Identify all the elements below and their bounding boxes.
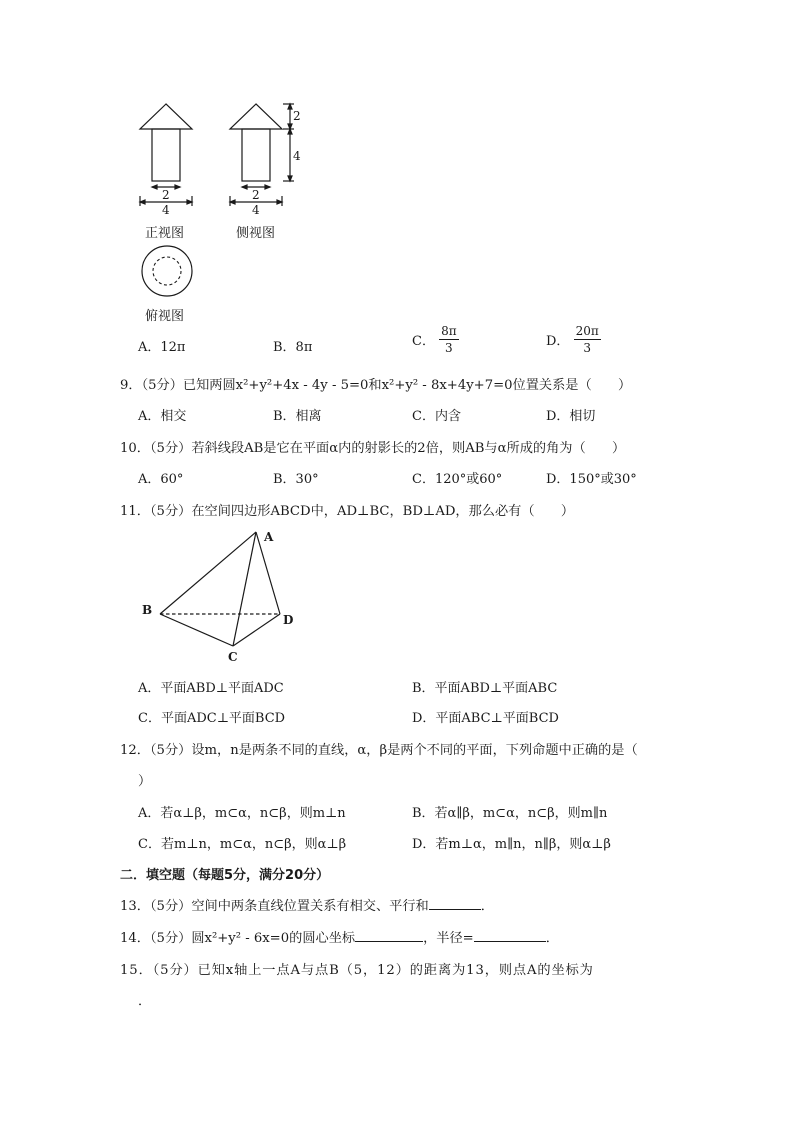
- q9-option-d: D．相切: [546, 409, 596, 424]
- q8-option-c-fraction: [439, 325, 459, 354]
- q8-option-d-fraction: [574, 325, 601, 354]
- section-2-title: 二．填空题（每题5分，满分20分）: [120, 868, 330, 883]
- q11-option-c: C．平面ADC⊥平面BCD: [138, 711, 286, 726]
- q14-radius-blank[interactable]: [474, 929, 546, 942]
- q12-option-c: C．若m⊥n，m⊂α，n⊂β，则α⊥β: [138, 837, 347, 852]
- q15-answer-line: [138, 990, 151, 1009]
- q8-option-c-numerator: 8π: [441, 324, 457, 338]
- q10-option-d: D．150°或30°: [546, 472, 637, 487]
- top-view-caption: 俯视图: [145, 309, 185, 324]
- top-view: [138, 244, 198, 300]
- q8-option-d-numerator: 20π: [575, 324, 599, 338]
- q13-text: 13．（5分）空间中两条直线位置关系有相交、平行和: [120, 899, 429, 914]
- q8-option-c: [412, 325, 459, 354]
- side-height-4: 4: [293, 149, 301, 163]
- q13-end: ．: [480, 899, 494, 914]
- q15-stem: 15．（5分）已知x轴上一点A与点B（5，12）的距离为13，则点A的坐标为: [120, 963, 594, 978]
- q9-option-c: C．内含: [412, 409, 461, 424]
- front-dim-2: 2: [162, 188, 170, 202]
- front-view-caption: 正视图: [145, 226, 185, 241]
- side-dim-4: 4: [252, 203, 260, 217]
- q11-option-b: B．平面ABD⊥平面ABC: [412, 681, 558, 696]
- q8-option-b: B．8π: [273, 340, 313, 355]
- q13-stem: [120, 895, 494, 914]
- side-height-2: 2: [293, 109, 301, 123]
- q12-option-d: D．若m⊥α，m∥n，n∥β，则α⊥β: [412, 837, 611, 852]
- three-view-figure: [130, 98, 310, 228]
- q13-answer-blank[interactable]: [429, 897, 481, 910]
- tetrahedron-figure: [138, 524, 308, 664]
- vertex-a-label: A: [264, 530, 274, 544]
- front-dim-4: 4: [162, 203, 170, 217]
- q8-option-d: [546, 325, 601, 354]
- vertex-c-label: C: [228, 650, 238, 664]
- q12-option-a: A．若α⊥β，m⊂α，n⊂β，则m⊥n: [138, 806, 346, 821]
- q14-text: 14．（5分）圆x²+y² - 6x=0的圆心坐标: [120, 931, 356, 946]
- q8-option-d-prefix: D．: [546, 334, 570, 349]
- q8-option-a: A．12π: [138, 340, 186, 355]
- q8-option-c-denominator: 3: [445, 341, 453, 355]
- q12-stem-continued: ）: [138, 774, 152, 789]
- vertex-d-label: D: [283, 613, 294, 627]
- q11-option-a: A．平面ABD⊥平面ADC: [138, 681, 284, 696]
- q11-option-d: D．平面ABC⊥平面BCD: [412, 711, 559, 726]
- q9-stem: 9．（5分）已知两圆x²+y²+4x - 4y - 5=0和x²+y² - 8x+4y+7=0位置关系是（ ）: [120, 378, 632, 393]
- side-view: [230, 104, 294, 206]
- vertex-b-label: B: [142, 603, 153, 617]
- q10-option-a: A．60°: [138, 472, 184, 487]
- q10-stem: 10．（5分）若斜线段AB是它在平面α内的射影长的2倍，则AB与α所成的角为（ ）: [120, 441, 626, 456]
- q10-option-c: C．120°或60°: [412, 472, 503, 487]
- q15-end: ．: [138, 994, 152, 1009]
- q14-center-blank[interactable]: [355, 929, 423, 942]
- q14-end: ．: [545, 931, 559, 946]
- q10-option-b: B．30°: [273, 472, 319, 487]
- q14-stem: [120, 927, 559, 946]
- q12-option-b: B．若α∥β，m⊂α，n⊂β，则m∥n: [412, 806, 608, 821]
- side-view-caption: 侧视图: [236, 226, 276, 241]
- q9-option-b: B．相离: [273, 409, 322, 424]
- q8-option-d-denominator: 3: [583, 341, 591, 355]
- q8-option-c-prefix: C．: [412, 334, 435, 349]
- q11-stem: 11．（5分）在空间四边形ABCD中，AD⊥BC，BD⊥AD，那么必有（ ）: [120, 504, 575, 519]
- q12-stem: 12．（5分）设m，n是两条不同的直线，α，β是两个不同的平面，下列命题中正确的是（: [120, 743, 638, 758]
- q14-mid: ，半径=: [423, 931, 474, 946]
- q9-option-a: A．相交: [138, 409, 187, 424]
- side-dim-2: 2: [252, 188, 260, 202]
